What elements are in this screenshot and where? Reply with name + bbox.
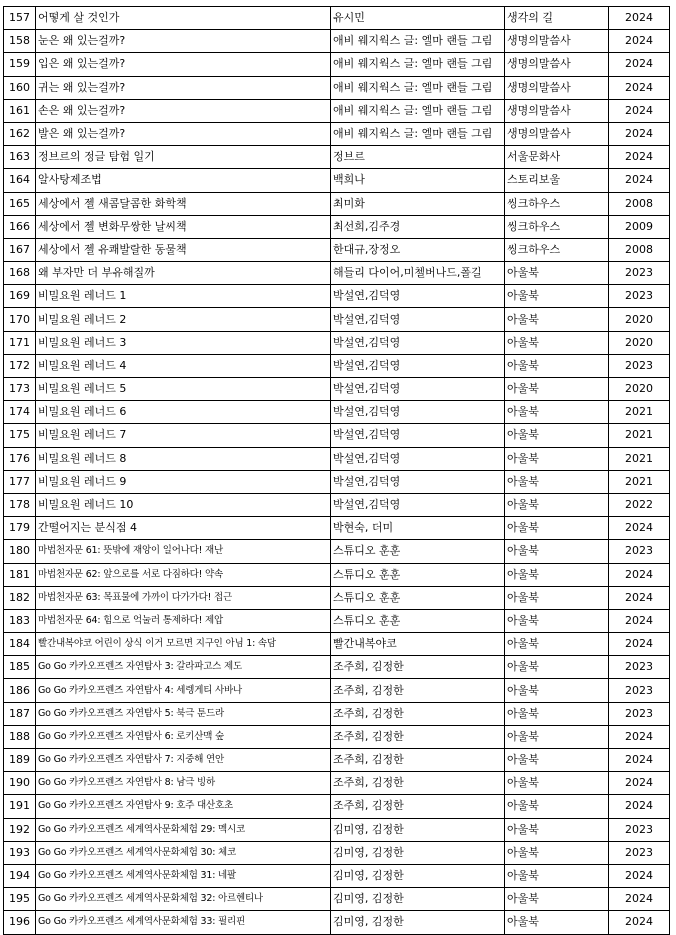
title-cell: 빨간내복야코 어린이 상식 이거 모르면 지구인 아님 1: 속담 [36,633,331,656]
publisher-cell: 아울북 [505,702,609,725]
year-cell: 2024 [609,633,670,656]
title-cell: 마법천자문 62: 앞으로를 서로 다짐하다! 약속 [36,563,331,586]
year-cell: 2024 [609,911,670,934]
year-cell: 2023 [609,841,670,864]
year-cell: 2024 [609,99,670,122]
publisher-cell: 생명의말씀사 [505,99,609,122]
row-number-cell: 187 [4,702,36,725]
year-cell: 2021 [609,424,670,447]
table-row [4,53,670,76]
author-cell: 박설연,김덕영 [331,331,505,354]
year-cell: 2024 [609,122,670,145]
title-cell: Go Go 카카오프렌즈 세계역사문화체험 33: 필리핀 [36,911,331,934]
year-cell: 2023 [609,354,670,377]
year-cell: 2023 [609,540,670,563]
author-cell: 박설연,김덕영 [331,378,505,401]
publisher-cell: 아울북 [505,679,609,702]
title-cell: Go Go 카카오프렌즈 자연탐사 5: 북극 툰드라 [36,702,331,725]
row-number-cell: 190 [4,772,36,795]
author-cell: 김미영, 김정한 [331,818,505,841]
title-cell: 어떻게 살 것인가 [36,7,331,30]
table-row [4,749,670,772]
row-number-cell: 194 [4,864,36,887]
row-number-cell: 171 [4,331,36,354]
publisher-cell: 아울북 [505,378,609,401]
row-number-cell: 188 [4,725,36,748]
author-cell: 박설연,김덕영 [331,401,505,424]
author-cell: 박설연,김덕영 [331,308,505,331]
publisher-cell: 씽크하우스 [505,215,609,238]
author-cell: 조주희, 김정한 [331,772,505,795]
year-cell: 2023 [609,679,670,702]
author-cell: 애비 웨지웍스 글: 엘마 랜들 그림 [331,99,505,122]
author-cell: 김미영, 김정한 [331,888,505,911]
publisher-cell: 생명의말씀사 [505,53,609,76]
title-cell: 비밀요원 레너드 8 [36,447,331,470]
author-cell: 스튜디오 훈훈 [331,563,505,586]
publisher-cell: 아울북 [505,470,609,493]
title-cell: 손은 왜 있는걸까? [36,99,331,122]
table-row [4,911,670,934]
publisher-cell: 아울북 [505,725,609,748]
year-cell: 2024 [609,609,670,632]
publisher-cell: 아울북 [505,888,609,911]
table-row [4,470,670,493]
publisher-cell: 씽크하우스 [505,192,609,215]
table-row [4,888,670,911]
publisher-cell: 아울북 [505,517,609,540]
author-cell: 김미영, 김정한 [331,864,505,887]
year-cell: 2024 [609,517,670,540]
title-cell: 비밀요원 레너드 3 [36,331,331,354]
table-row [4,378,670,401]
year-cell: 2020 [609,378,670,401]
title-cell: 왜 부자만 더 부유해질까 [36,262,331,285]
author-cell: 박설연,김덕영 [331,424,505,447]
table-row [4,354,670,377]
author-cell: 조주희, 김정한 [331,656,505,679]
year-cell: 2024 [609,146,670,169]
title-cell: 세상에서 젤 새콤달콤한 화학책 [36,192,331,215]
author-cell: 박설연,김덕영 [331,470,505,493]
year-cell: 2023 [609,818,670,841]
table-row [4,146,670,169]
publisher-cell: 스토리보울 [505,169,609,192]
year-cell: 2021 [609,401,670,424]
year-cell: 2023 [609,285,670,308]
row-number-cell: 166 [4,215,36,238]
publisher-cell: 생명의말씀사 [505,30,609,53]
row-number-cell: 173 [4,378,36,401]
title-cell: 간떨어지는 분식점 4 [36,517,331,540]
row-number-cell: 167 [4,238,36,261]
row-number-cell: 158 [4,30,36,53]
title-cell: Go Go 카카오프렌즈 자연탐사 3: 갈라파고스 제도 [36,656,331,679]
publisher-cell: 아울북 [505,262,609,285]
publisher-cell: 아울북 [505,633,609,656]
publisher-cell: 아울북 [505,401,609,424]
author-cell: 최선희,김주경 [331,215,505,238]
table-row [4,424,670,447]
table-row [4,702,670,725]
author-cell: 조주희, 김정한 [331,749,505,772]
author-cell: 정브르 [331,146,505,169]
publisher-cell: 아울북 [505,308,609,331]
table-row [4,192,670,215]
author-cell: 스튜디오 훈훈 [331,586,505,609]
author-cell: 해들리 다이어,미첼버나드,폴길 [331,262,505,285]
row-number-cell: 193 [4,841,36,864]
author-cell: 스튜디오 훈훈 [331,609,505,632]
year-cell: 2024 [609,749,670,772]
table-row [4,795,670,818]
year-cell: 2008 [609,192,670,215]
title-cell: Go Go 카카오프렌즈 자연탐사 4: 세렝게티 사바나 [36,679,331,702]
author-cell: 박설연,김덕영 [331,354,505,377]
title-cell: 비밀요원 레너드 6 [36,401,331,424]
table-row [4,725,670,748]
title-cell: 발은 왜 있는걸까? [36,122,331,145]
title-cell: 눈은 왜 있는걸까? [36,30,331,53]
table-row [4,772,670,795]
title-cell: Go Go 카카오프렌즈 세계역사문화체험 29: 멕시코 [36,818,331,841]
year-cell: 2024 [609,725,670,748]
table-row [4,540,670,563]
author-cell: 애비 웨지웍스 글: 엘마 랜들 그림 [331,53,505,76]
author-cell: 조주희, 김정한 [331,795,505,818]
year-cell: 2023 [609,262,670,285]
author-cell: 조주희, 김정한 [331,702,505,725]
book-table-body [4,7,670,935]
title-cell: Go Go 카카오프렌즈 자연탐사 9: 호주 대산호초 [36,795,331,818]
author-cell: 김미영, 김정한 [331,911,505,934]
publisher-cell: 씽크하우스 [505,238,609,261]
table-row [4,656,670,679]
row-number-cell: 185 [4,656,36,679]
table-row [4,7,670,30]
author-cell: 김미영, 김정한 [331,841,505,864]
author-cell: 유시민 [331,7,505,30]
table-row [4,99,670,122]
publisher-cell: 생명의말씀사 [505,122,609,145]
table-row [4,122,670,145]
row-number-cell: 161 [4,99,36,122]
author-cell: 애비 웨지웍스 글: 엘마 랜들 그림 [331,122,505,145]
title-cell: 귀는 왜 있는걸까? [36,76,331,99]
publisher-cell: 아울북 [505,864,609,887]
row-number-cell: 179 [4,517,36,540]
table-row [4,586,670,609]
table-row [4,679,670,702]
table-row [4,609,670,632]
publisher-cell: 생각의 길 [505,7,609,30]
table-row [4,76,670,99]
publisher-cell: 아울북 [505,818,609,841]
title-cell: 마법천자문 63: 목표물에 가까이 다가가다! 접근 [36,586,331,609]
year-cell: 2024 [609,864,670,887]
year-cell: 2024 [609,53,670,76]
row-number-cell: 181 [4,563,36,586]
title-cell: 세상에서 젤 변화무쌍한 날씨책 [36,215,331,238]
year-cell: 2024 [609,169,670,192]
author-cell: 조주희, 김정한 [331,679,505,702]
publisher-cell: 아울북 [505,424,609,447]
row-number-cell: 177 [4,470,36,493]
row-number-cell: 196 [4,911,36,934]
table-row [4,447,670,470]
title-cell: 비밀요원 레너드 10 [36,493,331,516]
table-row [4,285,670,308]
year-cell: 2024 [609,772,670,795]
publisher-cell: 아울북 [505,772,609,795]
title-cell: Go Go 카카오프렌즈 자연탐사 7: 지중해 연안 [36,749,331,772]
publisher-cell: 아울북 [505,285,609,308]
publisher-cell: 아울북 [505,354,609,377]
row-number-cell: 186 [4,679,36,702]
author-cell: 한대규,장정오 [331,238,505,261]
row-number-cell: 169 [4,285,36,308]
table-row [4,864,670,887]
year-cell: 2020 [609,308,670,331]
title-cell: 비밀요원 레너드 7 [36,424,331,447]
author-cell: 애비 웨지웍스 글: 엘마 랜들 그림 [331,30,505,53]
row-number-cell: 163 [4,146,36,169]
title-cell: 마법천자문 61: 뜻밖에 재앙이 일어나다! 재난 [36,540,331,563]
title-cell: Go Go 카카오프렌즈 세계역사문화체험 30: 체코 [36,841,331,864]
title-cell: 알사탕제조법 [36,169,331,192]
row-number-cell: 178 [4,493,36,516]
title-cell: 비밀요원 레너드 1 [36,285,331,308]
row-number-cell: 164 [4,169,36,192]
title-cell: 정브르의 정글 탐험 일기 [36,146,331,169]
table-row [4,493,670,516]
table-row [4,563,670,586]
author-cell: 빨간내복야코 [331,633,505,656]
row-number-cell: 189 [4,749,36,772]
row-number-cell: 162 [4,122,36,145]
year-cell: 2023 [609,656,670,679]
author-cell: 박설연,김덕영 [331,447,505,470]
table-row [4,517,670,540]
table-row [4,169,670,192]
row-number-cell: 184 [4,633,36,656]
author-cell: 최미화 [331,192,505,215]
publisher-cell: 아울북 [505,540,609,563]
title-cell: Go Go 카카오프렌즈 세계역사문화체험 32: 아르헨티나 [36,888,331,911]
author-cell: 박설연,김덕영 [331,493,505,516]
title-cell: 입은 왜 있는걸까? [36,53,331,76]
publisher-cell: 아울북 [505,493,609,516]
year-cell: 2009 [609,215,670,238]
row-number-cell: 159 [4,53,36,76]
title-cell: 세상에서 젤 유쾌발랄한 동물책 [36,238,331,261]
publisher-cell: 아울북 [505,911,609,934]
author-cell: 조주희, 김정한 [331,725,505,748]
row-number-cell: 174 [4,401,36,424]
year-cell: 2024 [609,76,670,99]
row-number-cell: 157 [4,7,36,30]
row-number-cell: 191 [4,795,36,818]
publisher-cell: 아울북 [505,609,609,632]
publisher-cell: 아울북 [505,586,609,609]
publisher-cell: 생명의말씀사 [505,76,609,99]
title-cell: 비밀요원 레너드 2 [36,308,331,331]
year-cell: 2024 [609,795,670,818]
book-table [3,6,670,935]
row-number-cell: 182 [4,586,36,609]
table-row [4,633,670,656]
table-row [4,238,670,261]
title-cell: 마법천자문 64: 힘으로 억눌러 통제하다! 제압 [36,609,331,632]
publisher-cell: 서울문화사 [505,146,609,169]
table-row [4,841,670,864]
row-number-cell: 183 [4,609,36,632]
title-cell: 비밀요원 레너드 9 [36,470,331,493]
title-cell: Go Go 카카오프렌즈 자연탐사 8: 남극 빙하 [36,772,331,795]
author-cell: 박현숙, 더미 [331,517,505,540]
title-cell: 비밀요원 레너드 5 [36,378,331,401]
year-cell: 2023 [609,702,670,725]
row-number-cell: 168 [4,262,36,285]
year-cell: 2024 [609,7,670,30]
year-cell: 2022 [609,493,670,516]
title-cell: Go Go 카카오프렌즈 자연탐사 6: 로키산맥 숲 [36,725,331,748]
publisher-cell: 아울북 [505,841,609,864]
table-row [4,401,670,424]
author-cell: 백희나 [331,169,505,192]
table-row [4,331,670,354]
table-row [4,30,670,53]
table-row [4,308,670,331]
year-cell: 2020 [609,331,670,354]
year-cell: 2024 [609,30,670,53]
row-number-cell: 192 [4,818,36,841]
publisher-cell: 아울북 [505,331,609,354]
year-cell: 2021 [609,470,670,493]
year-cell: 2024 [609,563,670,586]
row-number-cell: 165 [4,192,36,215]
row-number-cell: 175 [4,424,36,447]
title-cell: 비밀요원 레너드 4 [36,354,331,377]
title-cell: Go Go 카카오프렌즈 세계역사문화체험 31: 네팔 [36,864,331,887]
publisher-cell: 아울북 [505,749,609,772]
year-cell: 2008 [609,238,670,261]
row-number-cell: 195 [4,888,36,911]
author-cell: 애비 웨지웍스 글: 엘마 랜들 그림 [331,76,505,99]
year-cell: 2024 [609,586,670,609]
table-row [4,262,670,285]
year-cell: 2021 [609,447,670,470]
row-number-cell: 180 [4,540,36,563]
publisher-cell: 아울북 [505,563,609,586]
table-row [4,215,670,238]
row-number-cell: 160 [4,76,36,99]
author-cell: 박설연,김덕영 [331,285,505,308]
row-number-cell: 170 [4,308,36,331]
table-row [4,818,670,841]
year-cell: 2024 [609,888,670,911]
publisher-cell: 아울북 [505,795,609,818]
row-number-cell: 176 [4,447,36,470]
author-cell: 스튜디오 훈훈 [331,540,505,563]
publisher-cell: 아울북 [505,656,609,679]
publisher-cell: 아울북 [505,447,609,470]
row-number-cell: 172 [4,354,36,377]
book-list-sheet [3,6,670,935]
